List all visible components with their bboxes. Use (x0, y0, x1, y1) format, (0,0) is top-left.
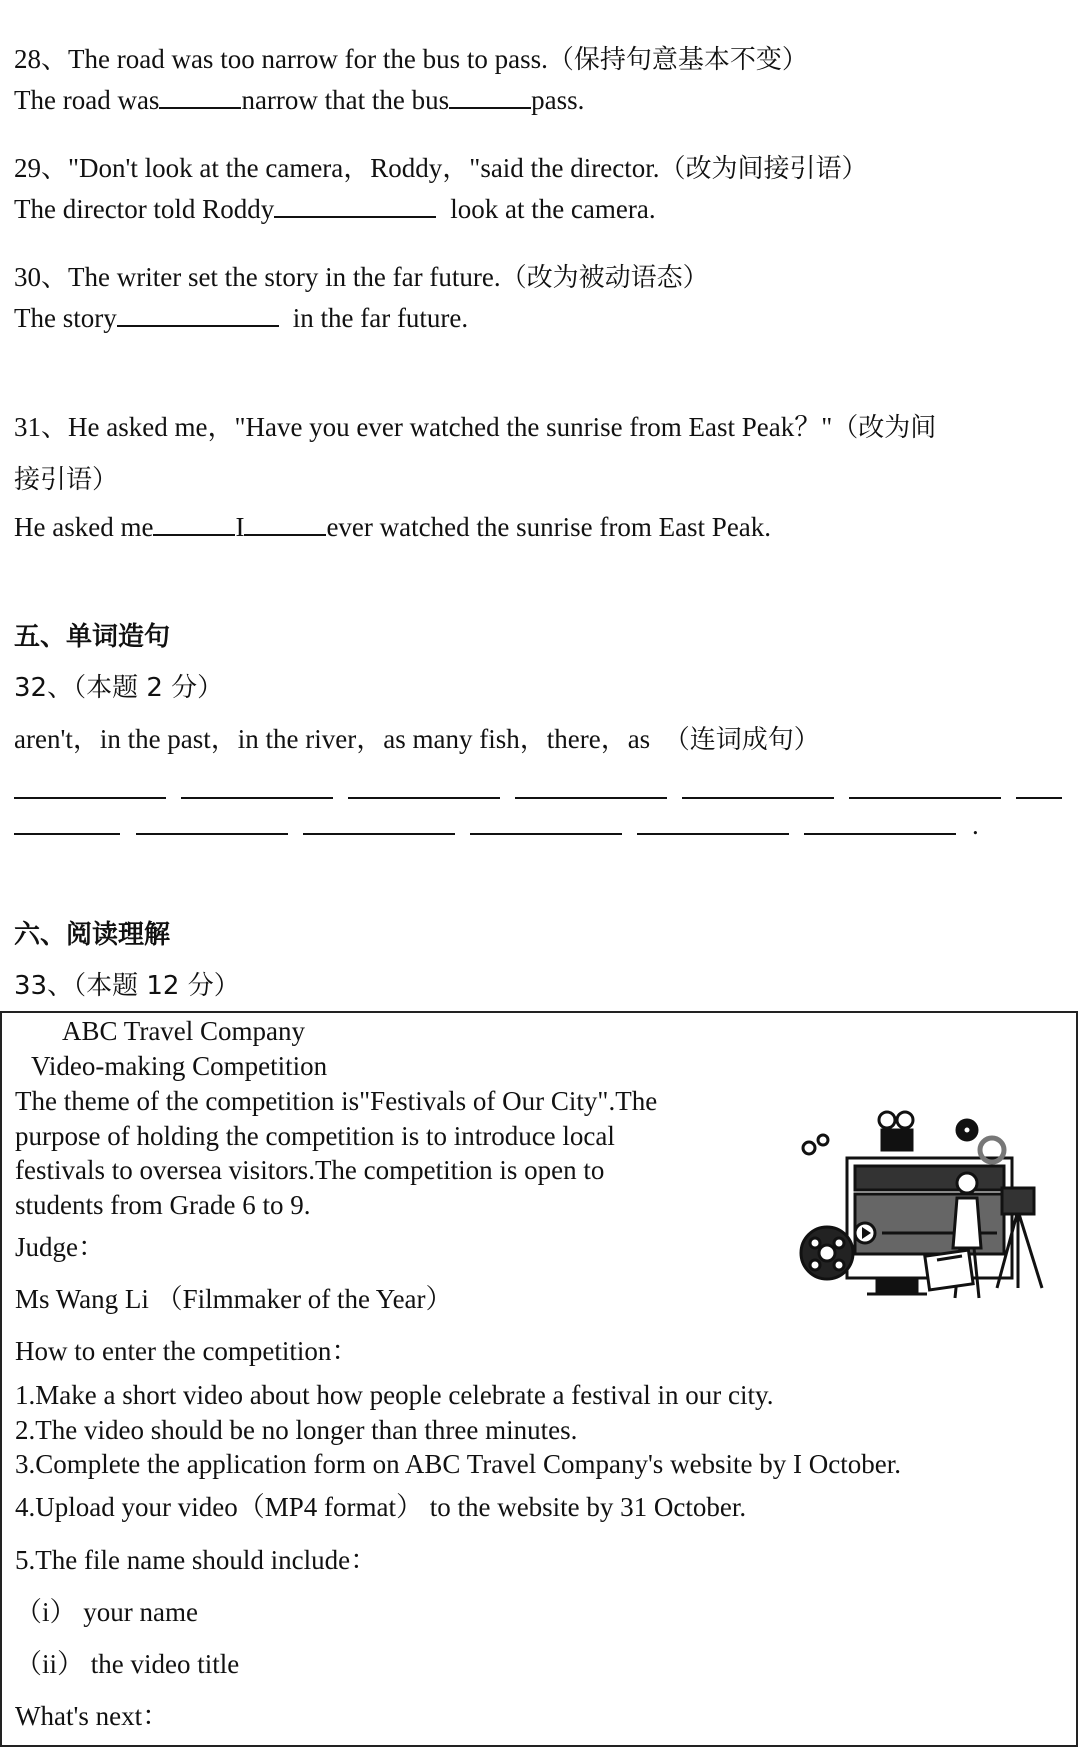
judge-label: Judge： (15, 1232, 105, 1262)
notice-intro-line: purpose of holding the competition is to introduce local (15, 1121, 615, 1151)
answer-blank[interactable] (136, 833, 288, 835)
q32-label-text: 32、（本题 2 分） (14, 673, 224, 703)
question-33-label (14, 968, 240, 1003)
q31-text-a: He asked me (14, 512, 154, 542)
notice-intro-line: students from Grade 6 to 9. (15, 1190, 311, 1220)
q30-text-a: The story (14, 303, 117, 333)
question-29-answer-line (14, 190, 656, 226)
notice-intro-line: festivals to oversea visitors.The competition is open to (15, 1155, 605, 1185)
q29-text-b: look at the camera. (450, 194, 656, 224)
q31-text-b: I (235, 512, 245, 542)
section-6-heading: 六、阅读理解 (14, 920, 171, 950)
answer-blank[interactable] (303, 833, 455, 835)
competition-notice-box (0, 1011, 1078, 1747)
entry-step: 3.Complete the application form on ABC Travel Company's website by I October. (15, 1449, 902, 1479)
answer-blank[interactable] (181, 797, 333, 799)
entry-step: 4.Upload your video（MP4 format） to the website by 31 October. (15, 1492, 747, 1522)
q31-text-c: ever watched the sunrise from East Peak. (326, 512, 772, 542)
question-31-text: 31、He asked me，"Have you ever watched the sunrise from East Peak？" (14, 412, 833, 442)
entry-step: 1.Make a short video about how people celebrate a festival in our city. (15, 1380, 774, 1410)
sentence-end-mark: . (972, 810, 979, 840)
answer-blank[interactable] (637, 833, 789, 835)
answer-blank[interactable] (804, 833, 956, 835)
q30-text-b: in the far future. (292, 303, 469, 333)
file-name-item: （i） your name (15, 1597, 198, 1627)
whats-next-label: What's next： (15, 1701, 170, 1731)
question-31-answer-line (14, 508, 771, 544)
question-30-text: 30、The writer set the story in the far future. (14, 262, 501, 292)
answer-blank[interactable] (14, 833, 120, 835)
answer-blank[interactable] (515, 797, 667, 799)
video-production-illustration (797, 1108, 1057, 1318)
file-name-item: （ii） the video title (15, 1649, 240, 1679)
answer-blank[interactable] (274, 190, 436, 218)
q33-label-text: 33、（本题 12 分） (14, 971, 240, 1001)
judge-name: Ms Wang Li （Filmmaker of the Year） (15, 1284, 453, 1314)
answer-blank[interactable] (348, 797, 500, 799)
question-31-instruction-cont: 接引语） (14, 465, 119, 495)
answer-blank[interactable] (244, 508, 326, 536)
question-29-prompt (14, 151, 868, 186)
answer-blank[interactable] (1016, 797, 1062, 799)
q28-text-c: pass. (531, 85, 585, 115)
question-30-instruction: （改为被动语态） (500, 263, 709, 293)
answer-blank[interactable] (153, 508, 235, 536)
question-28-answer-line (14, 81, 584, 117)
question-31-instruction: （改为间 (832, 413, 937, 443)
answer-blank[interactable] (470, 833, 622, 835)
question-28-prompt (14, 42, 808, 77)
answer-blank[interactable] (682, 797, 834, 799)
entry-step: 2.The video should be no longer than three minutes. (15, 1415, 578, 1445)
answer-blank[interactable] (159, 81, 241, 109)
answer-blank[interactable] (117, 299, 279, 327)
question-32-instruction: （连词成句） (663, 725, 820, 755)
how-to-enter-label: How to enter the competition： (15, 1336, 359, 1366)
notice-intro-line: The theme of the competition is"Festivals of Our City".The (15, 1086, 658, 1116)
q28-text-a: The road was (14, 85, 160, 115)
question-29-instruction: （改为间接引语） (659, 154, 868, 184)
question-32-label (14, 670, 223, 705)
q29-text-a: The director told Roddy (14, 194, 275, 224)
answer-blank[interactable] (449, 81, 531, 109)
question-31-prompt (14, 410, 936, 445)
question-29-text: 29、"Don't look at the camera，Roddy，"said the director. (14, 153, 660, 183)
question-30-answer-line (14, 299, 468, 335)
question-28-instruction: （保持句意基本不变） (547, 45, 808, 75)
answer-blank[interactable] (849, 797, 1001, 799)
answer-blank[interactable] (14, 797, 166, 799)
question-32-words (14, 722, 820, 757)
question-28-text: 28、The road was too narrow for the bus to pass. (14, 44, 548, 74)
question-30-prompt (14, 260, 709, 295)
section-5-heading: 五、单词造句 (14, 622, 171, 652)
notice-title: Video-making Competition (31, 1051, 328, 1081)
entry-step: 5.The file name should include： (15, 1545, 378, 1575)
q28-text-b: narrow that the bus (241, 85, 450, 115)
notice-company: ABC Travel Company (62, 1016, 306, 1046)
word-list: aren't，in the past，in the river，as many fish，there，as (14, 724, 651, 754)
